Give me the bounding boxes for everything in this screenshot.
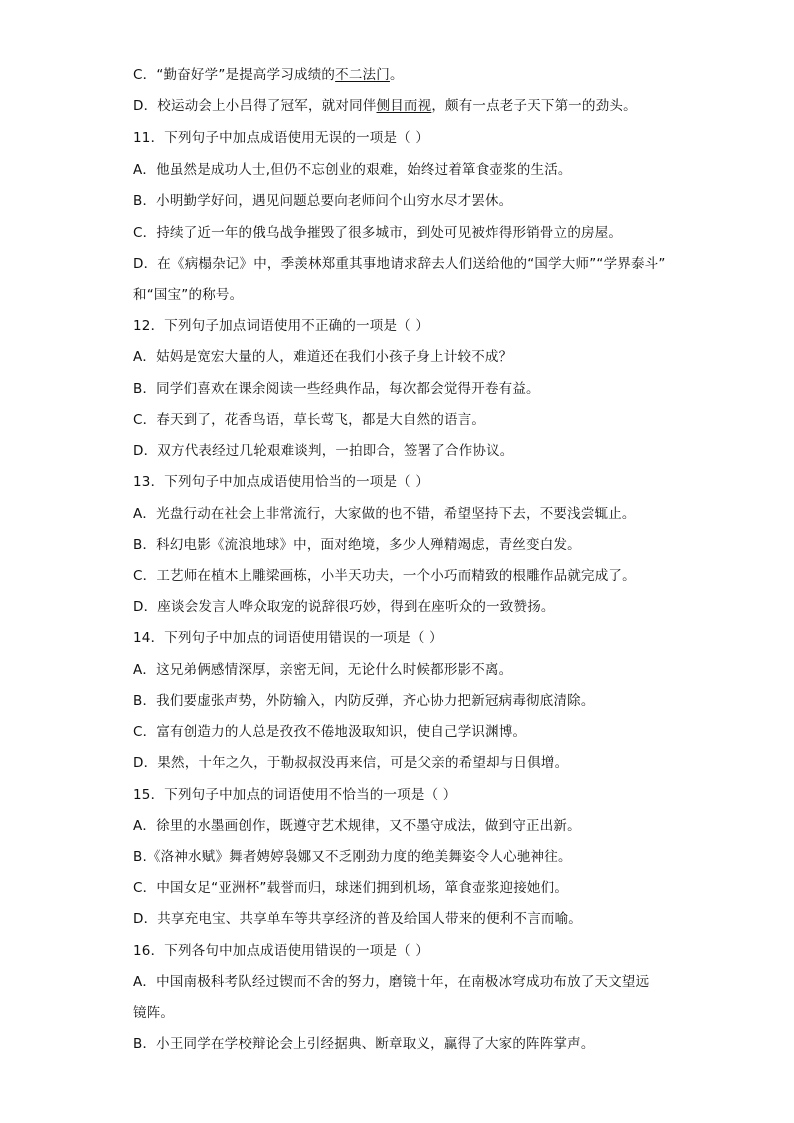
question-12-option-d: D．双方代表经过几轮艰难谈判，一拍即合，签署了合作协议。 xyxy=(133,443,514,459)
question-15: 15．下列句子中加点的词语使用不恰当的一项是（ ） xyxy=(133,787,457,803)
question-11: 11．下列句子中加点成语使用无误的一项是（ ） xyxy=(133,130,430,146)
question-15-option-c: C．中国女足“亚洲杯”载誉而归，球迷们拥到机场，箪食壶浆迎接她们。 xyxy=(133,880,569,896)
question-13-option-a: A．光盘行动在社会上非常流行，大家做的也不错，希望坚持下去，不要浅尝辄止。 xyxy=(133,506,636,522)
question-11-option-b: B．小明勤学好问，遇见问题总要向老师问个山穷水尽才罢休。 xyxy=(133,193,513,209)
question-11-option-d: D．在《病榻杂记》中，季羡林郑重其事地请求辞去人们送给他的“国学大师”“学界泰斗” xyxy=(133,256,666,272)
question-14-option-a: A．这兄弟俩感情深厚，亲密无间，无论什么时候都形影不离。 xyxy=(133,662,513,678)
question-11-option-a: A．他虽然是成功人士,但仍不忘创业的艰难，始终过着箪食壶浆的生活。 xyxy=(133,162,572,178)
question-16-option-a-cont: 镜阵。 xyxy=(133,1005,175,1021)
option-text-end: ，颇有一点老子天下第一的劲头。 xyxy=(431,98,637,114)
question-14-option-c: C．富有创造力的人总是孜孜不倦地汲取知识，使自己学识渊博。 xyxy=(133,724,527,740)
underlined-idiom: 侧目而视 xyxy=(376,98,432,114)
option-text-end: 。 xyxy=(389,67,404,83)
question-14-option-d: D．果然，十年之久，于勒叔叔没再来信，可是父亲的希望却与日俱增。 xyxy=(133,755,569,771)
question-16-option-b: B．小王同学在学校辩论会上引经据典、断章取义，赢得了大家的阵阵掌声。 xyxy=(133,1036,595,1052)
question-15-option-a: A．徐里的水墨画创作，既遵守艺术规律，又不墨守成法，做到守正出新。 xyxy=(133,818,581,834)
question-13: 13．下列句子中加点成语使用恰当的一项是（ ） xyxy=(133,474,430,490)
option-d-line xyxy=(133,97,673,115)
question-16: 16．下列各句中加点成语使用错误的一项是（ ） xyxy=(133,943,430,959)
question-12: 12．下列句子加点词语使用不正确的一项是（ ） xyxy=(133,318,430,334)
question-12-option-c: C．春天到了，花香鸟语，草长莺飞，都是大自然的语言。 xyxy=(133,412,486,428)
question-11-option-c: C．持续了近一年的俄乌战争摧毁了很多城市，到处可见被炸得形销骨立的房屋。 xyxy=(133,225,623,241)
underlined-idiom: 不二法门 xyxy=(335,67,390,83)
option-text: D．校运动会上小吕得了冠军，就对同伴 xyxy=(133,98,377,114)
question-13-option-b: B．科幻电影《流浪地球》中，面对绝境，多少人殚精竭虑，青丝变白发。 xyxy=(133,537,581,553)
question-14-option-b: B．我们要虚张声势，外防输入，内防反弹，齐心协力把新冠病毒彻底清除。 xyxy=(133,693,595,709)
question-14: 14．下列句子中加点的词语使用错误的一项是（ ） xyxy=(133,630,443,646)
question-12-option-a: A．姑妈是宽宏大量的人，难道还在我们小孩子身上计较不成？ xyxy=(133,349,513,365)
question-15-option-d: D．共享充电宝、共享单车等共享经济的普及给国人带来的便利不言而喻。 xyxy=(133,911,582,927)
question-15-option-b: B.《洛神水赋》舞者娉婷袅娜又不乏刚劲力度的绝美舞姿令人心驰神往。 xyxy=(133,849,572,865)
option-text: C．“勤奋好学”是提高学习成绩的 xyxy=(133,67,336,83)
option-c-line xyxy=(133,66,673,84)
question-11-option-d-cont: 和“国宝”的称号。 xyxy=(133,287,244,303)
question-13-option-c: C．工艺师在植木上雕梁画栋，小半天功夫，一个小巧而精致的根雕作品就完成了。 xyxy=(133,568,636,584)
question-12-option-b: B．同学们喜欢在课余阅读一些经典作品，每次都会觉得开卷有益。 xyxy=(133,381,540,397)
question-13-option-d: D．座谈会发言人哗众取宠的说辞很巧妙，得到在座听众的一致赞扬。 xyxy=(133,599,555,615)
question-16-option-a: A．中国南极科考队经过锲而不舍的努力，磨镜十年，在南极冰穹成功布放了天文望远 xyxy=(133,974,650,990)
